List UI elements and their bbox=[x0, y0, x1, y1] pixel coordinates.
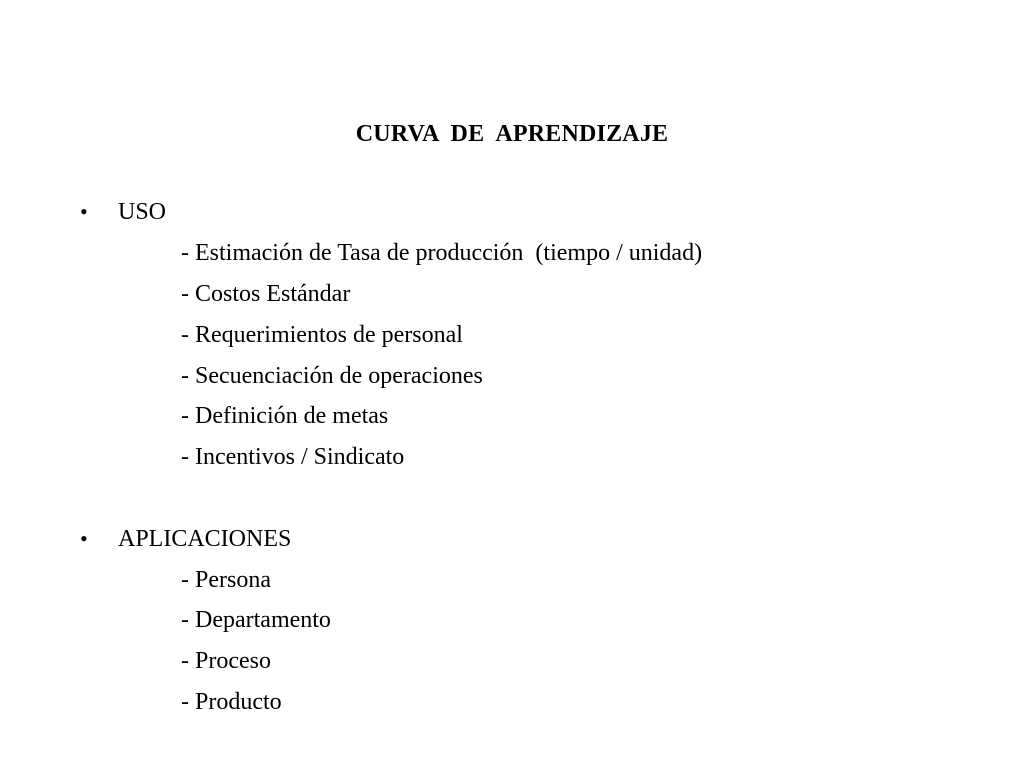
list-item: - Incentivos / Sindicato bbox=[181, 444, 405, 470]
list-item: - Secuenciación de operaciones bbox=[181, 363, 483, 389]
bullet-icon: • bbox=[80, 526, 88, 551]
list-item: - Producto bbox=[181, 689, 282, 715]
list-item: - Requerimientos de personal bbox=[181, 322, 463, 348]
section-heading-uso: USO bbox=[118, 199, 167, 225]
list-item: - Costos Estándar bbox=[181, 281, 351, 307]
slide-title: CURVA DE APRENDIZAJE bbox=[355, 121, 669, 147]
list-item: - Proceso bbox=[181, 648, 271, 674]
bullet-icon: • bbox=[80, 199, 88, 224]
list-item: - Departamento bbox=[181, 607, 331, 633]
list-item: - Persona bbox=[181, 567, 271, 593]
list-item: - Estimación de Tasa de producción (tiempo / unidad) bbox=[181, 240, 703, 266]
list-item: - Definición de metas bbox=[181, 403, 389, 429]
section-heading-aplicaciones: APLICACIONES bbox=[118, 526, 292, 552]
